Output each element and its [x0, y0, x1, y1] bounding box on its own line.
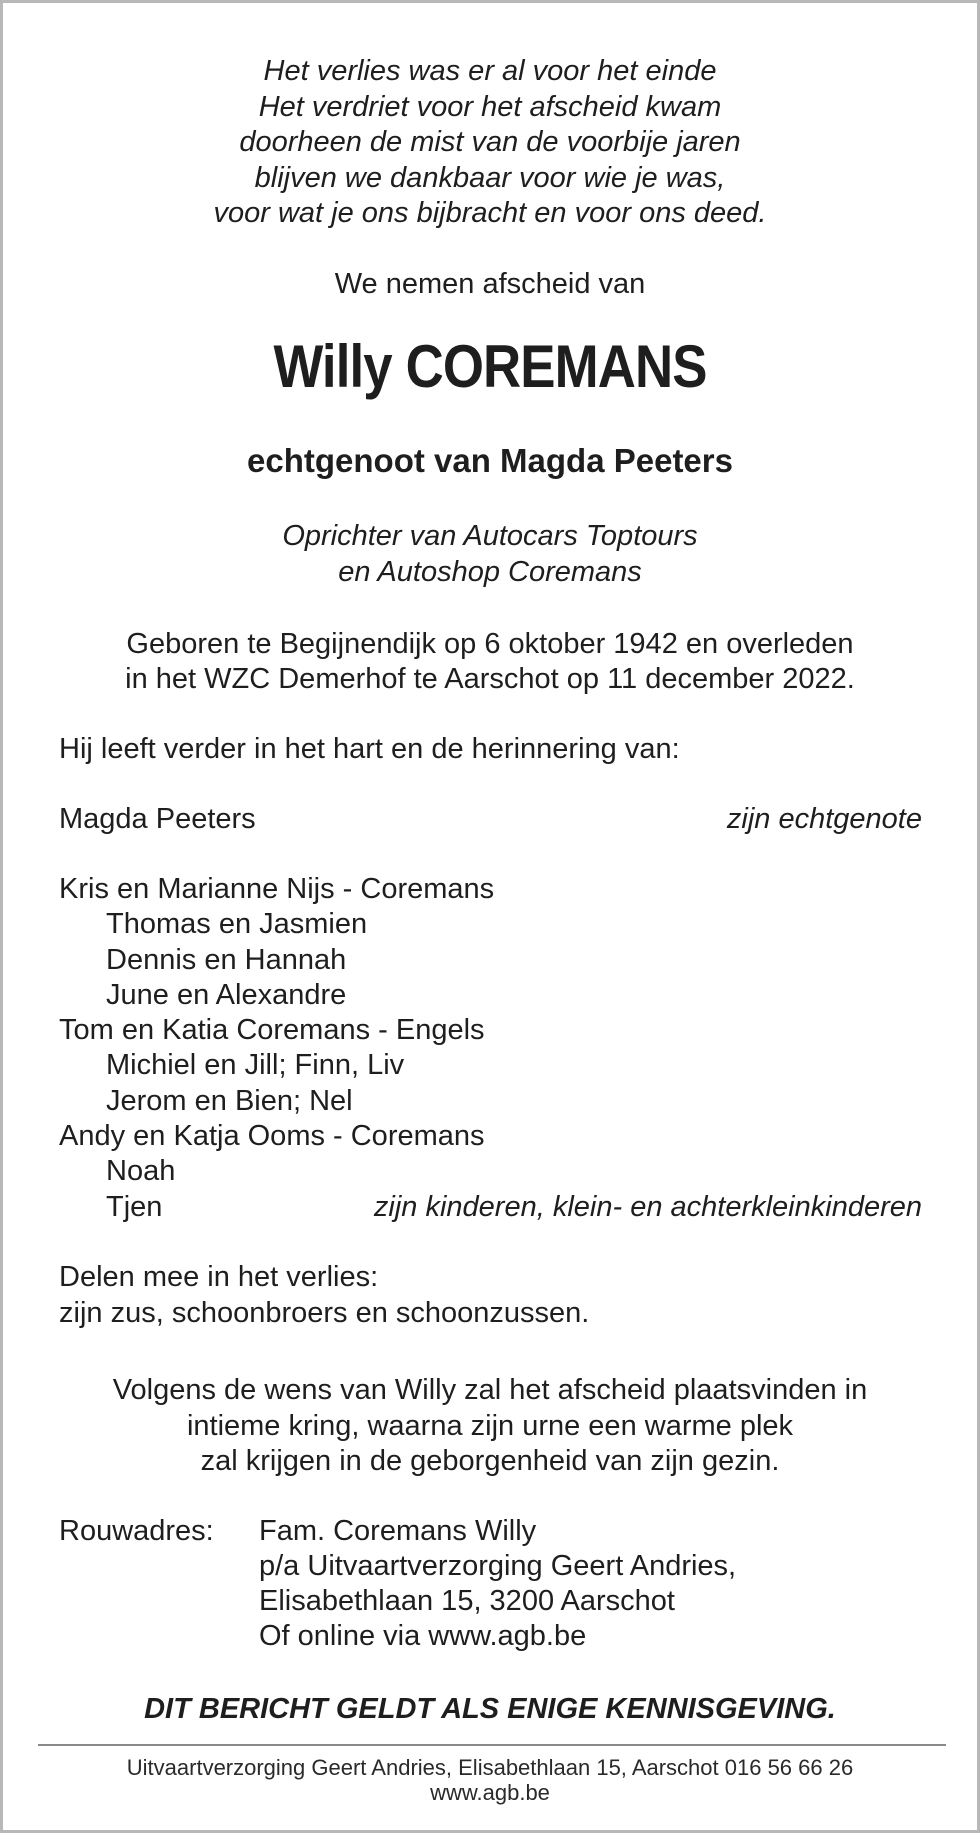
- wish-text: [3, 1373, 977, 1480]
- notice-text: DIT BERICHT GELDT ALS ENIGE KENNISGEVING.: [144, 1693, 836, 1725]
- birth-death-line: Geboren te Begijnendijk op 6 oktober 1942 en overleden: [126, 628, 854, 660]
- poem-line: doorheen de mist van de voorbije jaren: [239, 126, 741, 158]
- poem-line: blijven we dankbaar voor wie je was,: [254, 161, 726, 194]
- intro-text: We nemen afscheid van: [334, 268, 646, 300]
- share-line: Delen mee in het verlies:: [59, 1261, 379, 1293]
- family-member: Tom en Katia Coremans - Engels: [59, 1014, 485, 1047]
- address-lines: [259, 1514, 736, 1654]
- family-member: Dennis en Hannah: [106, 943, 347, 976]
- footer: [3, 1755, 977, 1805]
- wish-line: zal krijgen in de geborgenheid van zijn gezin.: [200, 1445, 780, 1477]
- poem-line: voor wat je ons bijbracht en voor ons deed.: [213, 197, 767, 229]
- address-line: p/a Uitvaartverzorging Geert Andries,: [259, 1550, 737, 1582]
- footer-website: www.agb.be: [430, 1780, 550, 1805]
- footer-line: Uitvaartverzorging Geert Andries, Elisabethlaan 15, Aarschot 016 56 66 26: [126, 1755, 854, 1780]
- founder-text: [3, 518, 977, 590]
- footer-divider: [38, 1744, 946, 1746]
- address-line: Fam. Coremans Willy: [259, 1515, 537, 1547]
- address-line: Elisabethlaan 15, 3200 Aarschot: [259, 1585, 675, 1617]
- family-member: June en Alexandre: [106, 978, 347, 1011]
- founder-line: en Autoshop Coremans: [338, 556, 642, 588]
- poem-line: Het verdriet voor het afscheid kwam: [258, 90, 722, 123]
- share-text: [59, 1259, 589, 1331]
- family-member: Thomas en Jasmien: [106, 908, 368, 941]
- family-member: Andy en Katja Ooms - Coremans: [59, 1120, 485, 1153]
- family-member: Kris en Marianne Nijs - Coremans: [59, 873, 495, 905]
- address-line: Of online via www.agb.be: [259, 1620, 587, 1652]
- deceased-name: Willy COREMANS: [273, 333, 707, 400]
- poem: [3, 54, 977, 232]
- spouse-entry-role: zijn echtgenote: [726, 803, 922, 835]
- family-role: zijn kinderen, klein- en achterkleinkinderen: [373, 1190, 922, 1223]
- spouse-entry-name: Magda Peeters: [59, 803, 256, 835]
- family-member: Tjen: [106, 1190, 163, 1223]
- family-member: Noah: [106, 1155, 176, 1188]
- family-member: Michiel en Jill; Finn, Liv: [106, 1049, 405, 1082]
- family-member-last: [59, 1190, 922, 1225]
- share-line: zijn zus, schoonbroers en schoonzussen.: [59, 1297, 590, 1329]
- lives-on-text: Hij leeft verder in het hart en de herinnering van:: [59, 733, 680, 765]
- founder-line: Oprichter van Autocars Toptours: [282, 520, 698, 552]
- wish-line: Volgens de wens van Willy zal het afscheid plaatsvinden in: [112, 1374, 868, 1406]
- birth-death-text: [3, 627, 977, 697]
- poem-line: Het verlies was er al voor het einde: [263, 55, 717, 87]
- family-member: Jerom en Bien; Nel: [106, 1084, 353, 1117]
- spouse-line: echtgenoot van Magda Peeters: [247, 442, 733, 479]
- wish-line: intieme kring, waarna zijn urne een warme plek: [186, 1409, 794, 1442]
- address-label: Rouwadres:: [59, 1515, 214, 1547]
- family-list: [59, 872, 922, 1225]
- birth-death-line: in het WZC Demerhof te Aarschot op 11 december 2022.: [125, 663, 855, 695]
